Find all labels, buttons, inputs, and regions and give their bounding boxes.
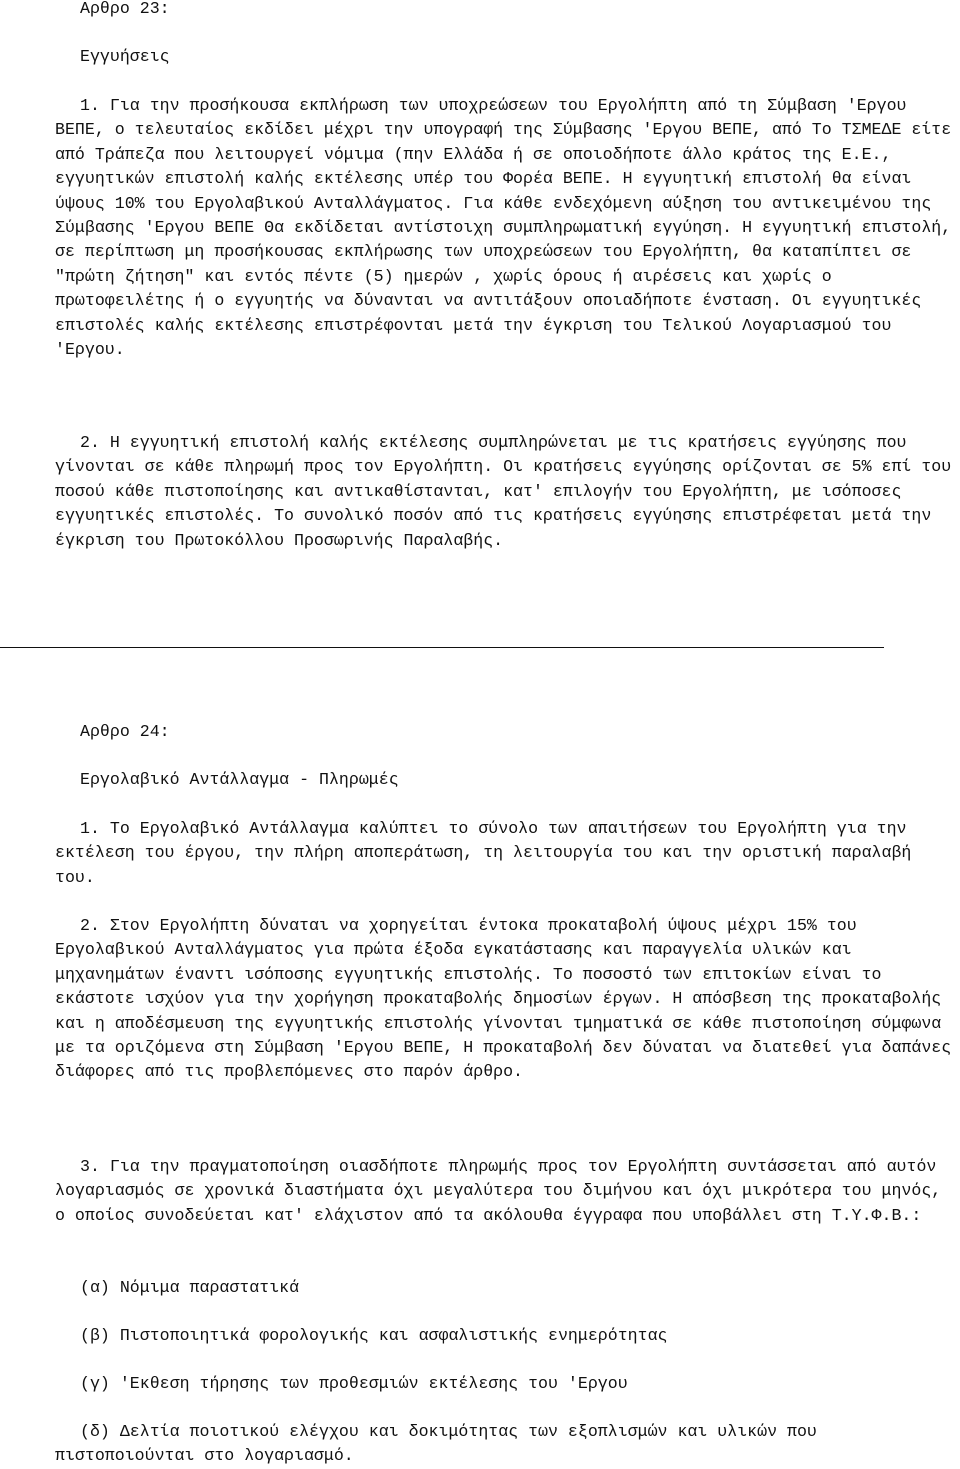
section-divider <box>0 647 884 648</box>
list-item: (α) Νόμιμα παραστατικά <box>80 1278 300 1297</box>
list-item: (β) Πιστοποιητικά φορολογικής και ασφαλιστικής ενημερότητας <box>80 1326 668 1345</box>
article-23-heading: Αρθρο 23: <box>80 0 170 18</box>
article-24-subtitle: Εργολαβικό Αντάλλαγμα - Πληρωμές <box>80 770 399 789</box>
list-item: (δ) Δελτία ποιοτικού ελέγχου και δοκιμότητας των εξοπλισμών και υλικών που πιστοποιούνται στο λογαριασμό. <box>55 1422 817 1466</box>
article-23-paragraph-1: 1. Για την προσήκουσα εκπλήρωση των υποχρεώσεων του Εργολήπτη από τη Σύμβαση 'Εργου ΒΕΠΕ, ο τελευταίος εκδίδει μέχρι την υπογραφή της Σύμβασης 'Εργου ΒΕΠΕ, από Το ΤΣΜΕΔΕ είτε από Τράπεζα που λειτουργεί νόμιμα (πην Ελλάδα ή σε οποιοδήποτε άλλο κράτος της Ε.Ε., εγγυητικών επιστολή καλής εκτέλεσης υπέρ του Φορέα ΒΕΠΕ. Η εγγυητική επιστολή θα είναι ύψους 10% του Εργολαβικού Ανταλλάγματος. Για κάθε ενδεχόμενη αύξηση του αντικειμένου της Σύμβασης 'Εργου ΒΕΠΕ Θα εκδίδεται αντίστοιχη συμπληρωματική εγγύηση. Η εγγυητική επιστολή, σε περίπτωση μη προσήκουσας εκπλήρωσης των υποχρεώσεων του Εργολήπτη, θα καταπίπτει σε "πρώτη ζήτηση" και εντός πέντε (5) ημερών , χωρίς όρους ή αιρέσεις και χωρίς ο πρωτοφειλέτης ή ο εγγυητής να δύνανται να αντιτάξουν οποιαδήποτε ένσταση. Οι εγγυητικές επιστολές καλής εκτέλεσης επιστρέφονται μετά την έγκριση του Τελικού Λογαριασμού του 'Εργου. <box>55 96 952 360</box>
article-24-heading: Αρθρο 24: <box>80 722 170 741</box>
article-23-subtitle: Εγγυήσεις <box>80 47 170 66</box>
article-23-paragraph-2: 2. Η εγγυητική επιστολή καλής εκτέλεσης συμπληρώνεται με τις κρατήσεις εγγύησης που γίνονται σε κάθε πληρωμή προς τον Εργολήπτη. Οι κρατήσεις εγγύησης ορίζονται σε 5% επί του ποσού κάθε πιστοποίησης και αντικαθίστανται, κατ' επιλογήν του Εργολήπτη, με ισόποσες εγγυητικές επιστολές. Το συνολικό ποσόν από τις κρατήσεις εγγύησης επιστρέφεται μετά την έγκριση του Πρωτοκόλλου Προσωρινής Παραλαβής. <box>55 433 952 550</box>
list-item: (γ) 'Εκθεση τήρησης των προθεσμιών εκτέλεσης του 'Εργου <box>80 1374 628 1393</box>
article-24-paragraph-1: 1. Το Εργολαβικό Αντάλλαγμα καλύπτει το σύνολο των απαιτήσεων του Εργολήπτη για την εκτέλεση του έργου, την πλήρη αποπεράτωση, τη λειτουργία του και την οριστική παραλαβή του. <box>55 819 912 887</box>
article-24-paragraph-3: 3. Για την πραγματοποίηση οιασδήποτε πληρωμής προς τον Εργολήπτη συντάσσεται από αυτόν λογαριασμός σε χρονικά διαστήματα όχι μεγαλύτερα του διμήνου και όχι μικρότερα του μηνός, ο οποίος συνοδεύεται κατ' ελάχιστον από τα ακόλουθα έγγραφα που υποβάλλει στη Τ.Υ.Φ.Β.: <box>55 1157 942 1225</box>
article-24-paragraph-2: 2. Στον Εργολήπτη δύναται να χορηγείται έντοκα προκαταβολή ύψους μέχρι 15% του Εργολαβικού Ανταλλάγματος για πρώτα έξοδα εγκατάστασης και παραγγελία υλικών και μηχανημάτων έναντι ισόποσης εγγυητικής επιστολής. Το ποσοστό των επιτοκίων είναι το εκάστοτε ισχύον για την χορήγηση προκαταβολής δημοσίων έργων. Η απόσβεση της προκαταβολής και η αποδέσμευση της εγγυητικής επιστολής γίνονται τμηματικά σε κάθε πιστοποίηση σύμφωνα με τα οριζόμενα στη Σύμβαση 'Εργου ΒΕΠΕ, Η προκαταβολή δεν δύναται να διατεθεί για δαπάνες διάφορες από τις προβλεπόμενες στο παρόν άρθρο. <box>55 916 952 1082</box>
